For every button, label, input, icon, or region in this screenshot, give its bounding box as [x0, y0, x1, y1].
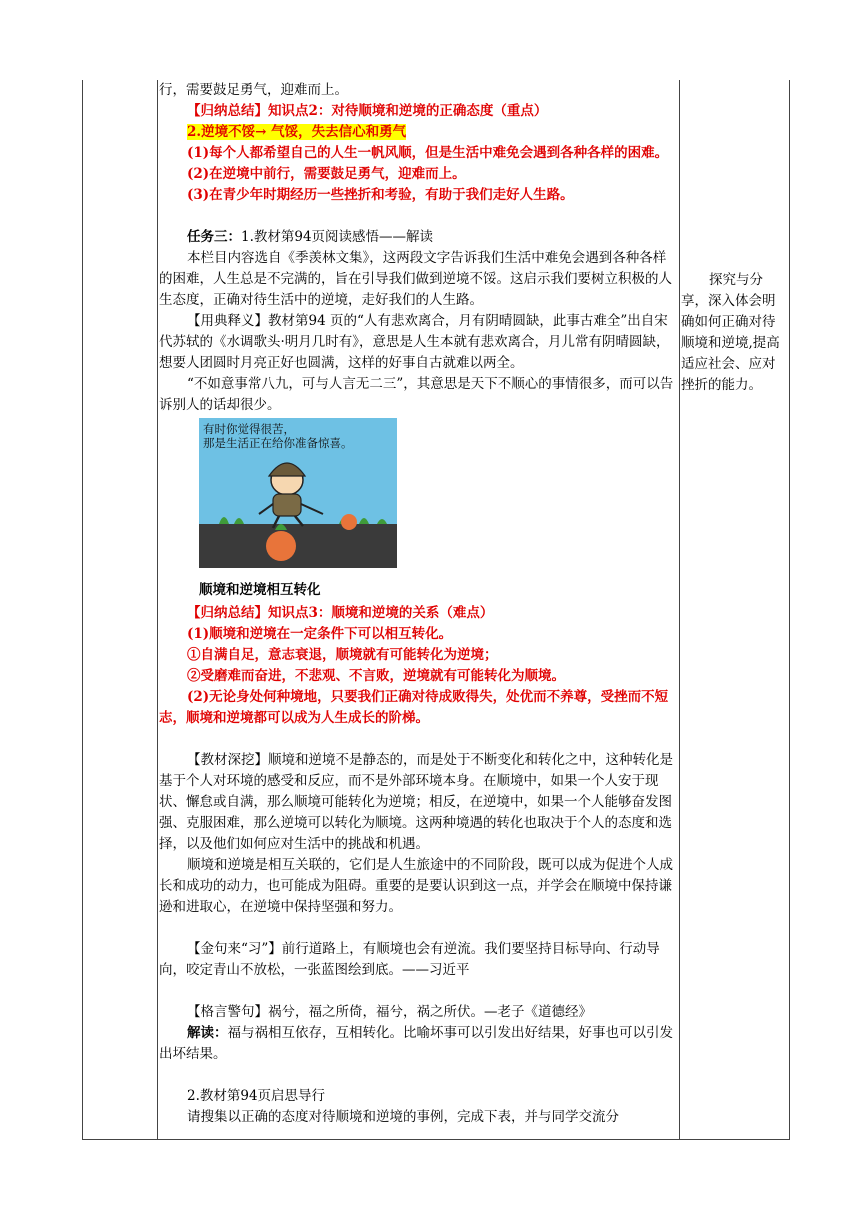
- interpretation-paragraph: 解读：福与祸相互依存，互相转化。比喻坏事可以引发出好结果，好事也可以引发出坏结果。: [159, 1025, 673, 1062]
- table-divider-2: [679, 80, 680, 1140]
- golden-quote-paragraph: 【金句来“习”】前行道路上，有顺境也会有逆流。我们要坚持目标导向、行动导向，咬定青山不放松，一张蓝图绘到底。——习近平: [159, 941, 660, 978]
- point2-item-1: (1)每个人都希望自己的人生一帆风顺，但是生活中难免会遇到各种各样的困难。: [187, 145, 669, 161]
- design-intent: [681, 270, 787, 396]
- textbook-dig-paragraph: 【教材深挖】顺境和逆境不是静态的，而是处于不断变化和转化之中，这种转化是基于个人对环境的感受和反应，而不是外部环境本身。在顺境中，如果一个人安于现状、懈怠或自满，那么顺境可能转化为逆境；相反，在逆境中，如果一个人能够奋发图强、克服困难，那么逆境可以转化为顺境。这两种境遇的转化也取决于个人的态度和选择，以及他们如何应对生活中的挑战和机遇。: [159, 752, 673, 852]
- point2-heading: 2.逆境不馁→ 气馁，失去信心和勇气: [187, 124, 407, 140]
- text-line: 行，需要鼓足勇气，迎难而上。: [159, 82, 348, 98]
- proverb-paragraph: 【格言警句】祸兮，福之所倚，福兮，祸之所伏。—老子《道德经》: [187, 1004, 592, 1020]
- point3-item-1: (1)顺境和逆境在一定条件下可以相互转化。: [187, 626, 453, 642]
- task3-paragraph: 本栏目内容选自《季羡林文集》，这两段文字告诉我们生活中难免会遇到各种各样的困难，人生总是不完满的，旨在引导我们做到逆境不馁。这启示我们要树立积极的人生态度，正确对待生活中的逆境，走好我们的人生路。: [159, 250, 672, 308]
- table-border-bottom: [82, 1139, 790, 1140]
- table-border-right: [789, 80, 790, 1140]
- guide-heading: 2.教材第94页启思导行: [187, 1088, 326, 1104]
- summary-heading-3: 【归纳总结】知识点3：顺境和逆境的关系（难点）: [187, 605, 494, 621]
- point3-item-1a: ①自满自足，意志衰退，顺境就有可能转化为逆境；: [187, 647, 498, 663]
- illustration-caption: 顺境和逆境相互转化: [199, 582, 321, 598]
- teaching-content: [159, 80, 679, 1128]
- task3-heading: 任务三：1.教材第94页阅读感悟——解读: [187, 229, 434, 245]
- quote-paragraph: “不如意事常八九，可与人言无二三”，其意思是天下不顺心的事情很多，而可以告诉别人的话却很少。: [159, 376, 674, 413]
- point2-item-3: (3)在青少年时期经历一些挫折和考验，有助于我们走好人生路。: [187, 187, 574, 203]
- guide-paragraph: 请搜集以正确的态度对待顺境和逆境的事例，完成下表，并与同学交流分: [187, 1109, 619, 1125]
- point3-item-2: (2)无论身处何种境地，只要我们正确对待成败得失，处优而不养尊，受挫而不短志，顺境和逆境都可以成为人生成长的阶梯。: [159, 689, 669, 726]
- boy-pulling-radish-drawing: [199, 418, 397, 568]
- relation-paragraph: 顺境和逆境是相互关联的，它们是人生旅途中的不同阶段，既可以成为促进个人成长和成功的动力，也可能成为阻碍。重要的是要认识到这一点，并学会在顺境中保持谦逊和进取心，在逆境中保持坚强和努力。: [159, 857, 673, 915]
- illustration: [199, 418, 397, 568]
- usage-paragraph: 【用典释义】教材第94 页的“人有悲欢离合，月有阴晴圆缺，此事古难全”出自宋代苏轼的《水调歌头·明月几时有》，意思是人生本就有悲欢离合，月儿常有阴晴圆缺，想要人团圆时月亮正好也圆满，这样的好事自古就难以两全。: [159, 313, 670, 371]
- point2-item-2: (2)在逆境中前行，需要鼓足勇气，迎难而上。: [187, 166, 466, 182]
- summary-heading-2: 【归纳总结】知识点2：对待顺境和逆境的正确态度（重点）: [187, 103, 548, 119]
- illustration-text: 有时你觉得很苦， 那是生活正在给你准备惊喜。: [203, 422, 353, 450]
- table-border-left: [82, 80, 83, 1140]
- table-divider-1: [157, 80, 158, 1140]
- design-intent-text: 探究与分享，深入体会明确如何正确对待顺境和逆境,提高适应社会、应对挫折的能力。: [681, 272, 780, 393]
- point3-item-1b: ②受磨难而奋进，不悲观、不言败，逆境就有可能转化为顺境。: [187, 668, 565, 684]
